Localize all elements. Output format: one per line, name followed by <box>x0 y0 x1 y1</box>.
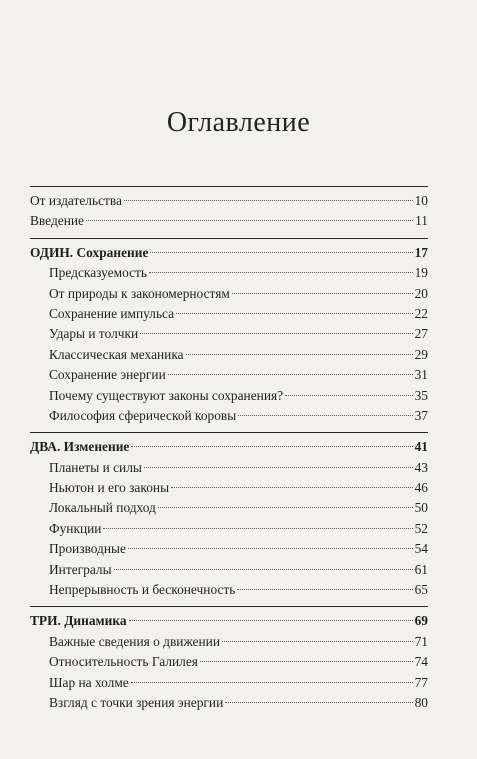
toc-entry-label: Классическая механика <box>49 346 184 362</box>
leader-dots <box>225 702 412 703</box>
toc-entry-page: 77 <box>414 674 428 690</box>
toc-entry[interactable] <box>30 386 428 406</box>
leader-dots <box>237 589 412 590</box>
toc-chapter-three <box>30 606 428 713</box>
leader-dots <box>129 620 413 621</box>
toc-entry[interactable] <box>30 478 428 498</box>
toc-entry-page: 71 <box>414 633 428 649</box>
toc-entry-page: 17 <box>414 244 428 260</box>
toc-entry-page: 19 <box>414 265 428 281</box>
toc-entry-label: ДВА. Изменение <box>30 439 130 455</box>
leader-dots <box>128 548 413 549</box>
leader-dots <box>103 528 412 529</box>
toc-entry-page: 43 <box>414 459 428 475</box>
toc-entry[interactable] <box>30 304 428 324</box>
leader-dots <box>144 467 413 468</box>
toc-entry-label: Производные <box>49 541 126 557</box>
toc-entry-page: 10 <box>414 193 428 208</box>
toc-entry[interactable] <box>30 539 428 559</box>
toc-entry[interactable] <box>30 498 428 518</box>
toc-chapter-one <box>30 238 428 427</box>
toc-chapter-heading[interactable] <box>30 611 428 631</box>
toc-entry-label: Удары и толчки <box>49 326 139 342</box>
leader-dots <box>168 374 413 375</box>
leader-dots <box>171 487 413 488</box>
toc-entry[interactable] <box>30 519 428 539</box>
toc-entry-label: От природы к закономерностям <box>49 285 230 301</box>
toc-entry-page: 52 <box>414 520 428 536</box>
toc-entry-page: 74 <box>414 654 428 670</box>
toc-entry[interactable] <box>30 406 428 426</box>
leader-dots <box>158 507 413 508</box>
leader-dots <box>131 446 412 447</box>
toc-entry-page: 27 <box>414 326 428 342</box>
toc-entry-page: 69 <box>414 613 428 629</box>
leader-dots <box>222 641 413 642</box>
toc-entry-page: 50 <box>414 500 428 516</box>
toc-entry-page: 20 <box>414 285 428 301</box>
toc-entry-label: ОДИН. Сохранение <box>30 244 149 260</box>
toc-entry[interactable] <box>30 284 428 304</box>
leader-dots <box>140 333 412 334</box>
toc-entry-label: От издательства <box>30 193 122 208</box>
toc-entry-page: 80 <box>414 694 428 710</box>
toc-entry-page: 11 <box>415 213 428 229</box>
leader-dots <box>232 293 413 294</box>
leader-dots <box>150 252 412 253</box>
toc-entry[interactable] <box>30 458 428 478</box>
toc-entry-page: 31 <box>414 367 428 383</box>
toc-entry-label: Непрерывность и бесконечность <box>49 582 236 598</box>
toc-entry[interactable] <box>30 365 428 385</box>
leader-dots <box>186 354 413 355</box>
toc-entry[interactable] <box>30 324 428 344</box>
toc-entry[interactable] <box>30 632 428 652</box>
toc-entry-label: Взгляд с точки зрения энергии <box>49 694 224 710</box>
toc-entry-label: Локальный подход <box>49 500 156 516</box>
toc-front-matter <box>30 186 428 232</box>
toc-entry-label: Шар на холме <box>49 674 129 690</box>
toc-entry-page: 41 <box>414 439 428 455</box>
toc-entry-label: Планеты и силы <box>49 459 142 475</box>
leader-dots <box>131 682 413 683</box>
toc-entry[interactable] <box>30 673 428 693</box>
leader-dots <box>238 415 412 416</box>
toc-entry-label: Философия сферической коровы <box>49 407 237 423</box>
toc-chapter-two <box>30 432 428 600</box>
toc-entry-label: Введение <box>30 213 84 229</box>
leader-dots <box>86 220 413 221</box>
toc-entry[interactable] <box>30 263 428 283</box>
toc-entry-label: ТРИ. Динамика <box>30 613 127 629</box>
toc-entry-page: 22 <box>414 305 428 321</box>
toc-entry-page: 46 <box>414 480 428 496</box>
toc-entry-label: Функции <box>49 520 102 536</box>
toc-entry-page: 54 <box>414 541 428 557</box>
toc-entry-label: Относительность Галилея <box>49 654 198 670</box>
toc-chapter-heading[interactable] <box>30 437 428 457</box>
leader-dots <box>176 313 412 314</box>
toc-entry-label: Важные сведения о движении <box>49 633 220 649</box>
toc-entry[interactable] <box>30 211 428 231</box>
toc-entry[interactable] <box>30 693 428 713</box>
toc-entry[interactable] <box>30 191 428 211</box>
toc-entry[interactable] <box>30 580 428 600</box>
toc-entry-page: 61 <box>414 561 428 577</box>
toc-entry-page: 65 <box>414 582 428 598</box>
toc-entry-label: Интегралы <box>49 561 112 577</box>
leader-dots <box>114 569 413 570</box>
page-title: Оглавление <box>166 106 311 138</box>
toc-entry-label: Ньютон и его законы <box>49 480 170 496</box>
leader-dots <box>200 661 413 662</box>
toc-entry-page: 35 <box>414 387 428 403</box>
toc-entry-label: Сохранение импульса <box>49 305 175 321</box>
leader-dots <box>149 272 413 273</box>
toc-entry-label: Почему существуют законы сохранения? <box>49 387 284 403</box>
toc-entry-page: 29 <box>414 346 428 362</box>
toc-chapter-heading[interactable] <box>30 243 428 263</box>
leader-dots <box>124 200 413 201</box>
toc-entry[interactable] <box>30 652 428 672</box>
table-of-contents <box>30 186 428 713</box>
toc-entry-label: Сохранение энергии <box>49 367 166 383</box>
leader-dots <box>285 395 413 396</box>
toc-entry-label: Предсказуемость <box>49 265 148 281</box>
show-through-text <box>350 52 352 64</box>
toc-entry-page: 37 <box>414 407 428 423</box>
toc-entry[interactable] <box>30 345 428 365</box>
toc-entry[interactable] <box>30 560 428 580</box>
